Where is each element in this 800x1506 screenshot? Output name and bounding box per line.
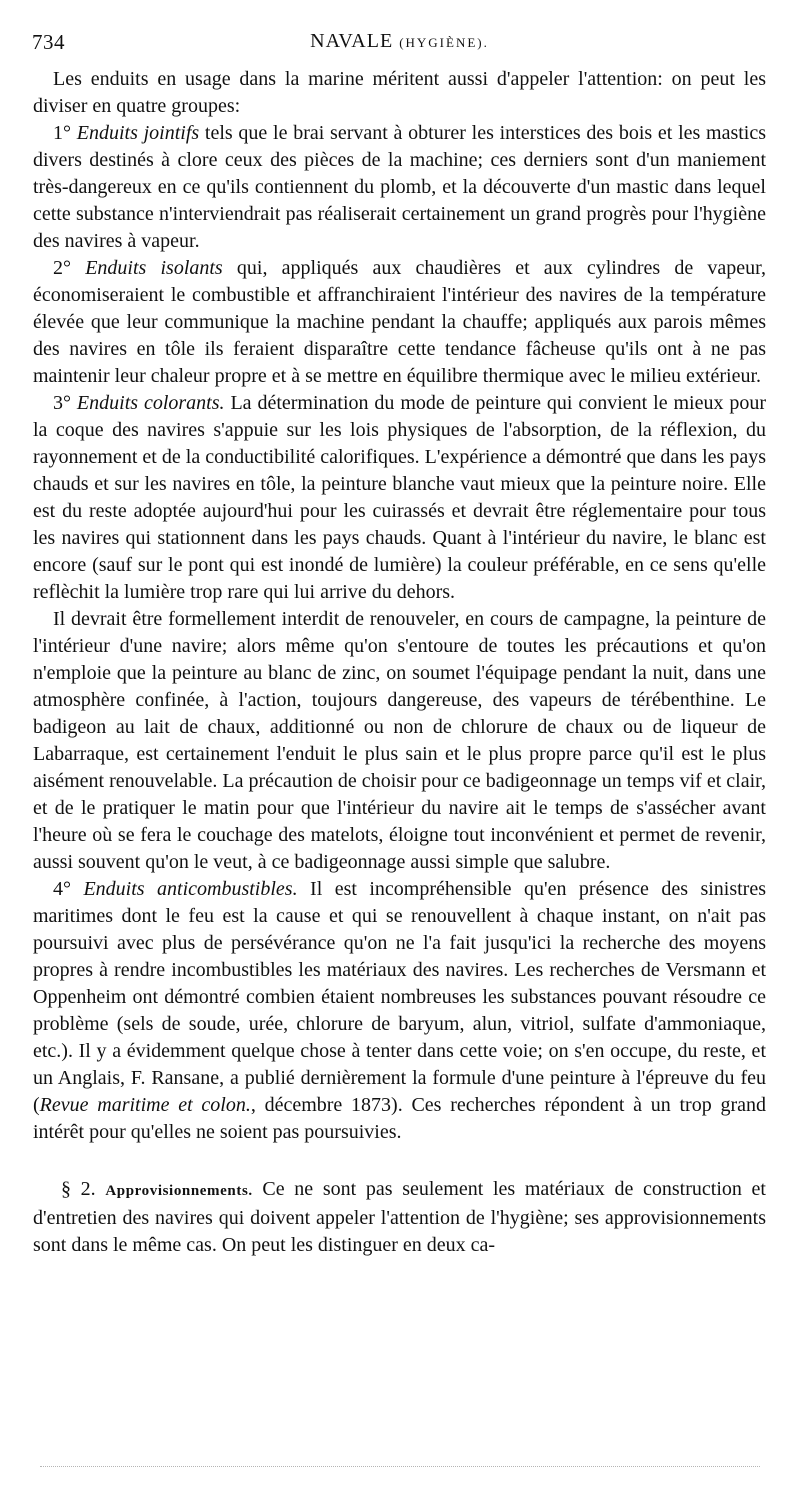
paragraph-enduits-anticombustibles: [33, 876, 766, 1146]
item-text: Il est incompréhensible qu'en présence des sinistres maritimes dont le feu est la cause et qui se renouvellent à chaque instant, on n'ait pas poursuivi avec plus de persévérance qu'on ne l'a fait jusqu'ici la recherche des moyens propres à rendre incombustibles les matériaux des navires. Les recherches de Versmann et Oppenheim ont démontré combien étaient nombreuses les substances pouvant résoudre ce problème (sels de soude, urée, chlorure de baryum, alun, vitriol, sulfate d'ammoniaque, etc.). Il y a évidemment quelque chose à tenter dans cette voie; on s'en occupe, du reste, et un Anglais, F. Ransane, a publié dernièrement la formule d'une peinture à l'épreuve du feu (: [33, 878, 766, 1116]
paragraph-enduits-jointifs: [33, 120, 766, 255]
running-title-sub: (HYGIÈNE).: [399, 35, 489, 50]
paragraph-enduits-isolants: [33, 255, 766, 390]
item-text: tels que le brai servant à obturer les interstices des bois et les mastics divers destinés à clore ceux des pièces de la machine; ces derniers sont d'un maniement très-dangereux en ce qu'ils contiennent du plomb, et la découverte d'un mastic dans lequel cette substance n'interviendrait pas réaliserait certainement un grand progrès pour l'hygiène des navires à vapeur.: [33, 122, 767, 252]
citation: Revue maritime et colon.: [39, 1094, 251, 1116]
running-title: [32, 30, 767, 53]
item-heading: Enduits colorants.: [76, 392, 225, 414]
section-approvisionnements: [33, 1176, 766, 1259]
item-text-end: , décembre 1873). Ces recherches répondent à un trop grand intérêt pour qu'elles ne soient pas poursuivies.: [33, 1094, 766, 1143]
paragraph-peinture-interieur: Il devrait être formellement interdit de renouveler, en cours de campagne, la peinture de l'intérieur d'une navire; alors même qu'on s'entoure de toutes les précautions et qu'on n'emploie que la peinture au blanc de zinc, on soumet l'équipage pendant la nuit, dans une atmosphère confinée, à l'action, toujours dangereuse, des vapeurs de térébenthine. Le badigeon au lait de chaux, additionné ou non de chlorure de chaux ou de liqueur de Labarraque, est certainement l'enduit le plus sain et le plus propre parce qu'il est le plus aisément renouvelable. La précaution de choisir pour ce badigeonnage un temps vif et clair, et de le pratiquer le matin pour que l'intérieur du navire ait le temps de s'assécher avant l'heure où se fera le couchage des matelots, éloigne tout inconvénient et permet de revenir, aussi souvent qu'on le veut, à ce badigeonnage aussi simple que salubre.: [33, 608, 766, 873]
item-heading: Enduits anticombustibles.: [83, 878, 298, 900]
section-title: Approvisionnements.: [105, 1183, 253, 1199]
item-text: La détermination du mode de peinture qui convient le mieux pour la coque des navires s'appuie sur les lois physiques de l'absorption, de la réflexion, du rayonnement et de la conductibilité calorifiques. L'expérience a démontré que dans les pays chauds et sur les navires en tôle, la peinture blanche vaut mieux que la peinture noire. Elle est du reste adoptée aujourd'hui pour les cuirassés et devrait être réglementaire pour tous les navires qui stationnent dans les pays chauds. Quant à l'intérieur du navire, le blanc est encore (sauf sur le pont qui est inondé de lumière) la couleur préférable, en ce sens qu'elle reflèchit la lumière trop rare qui lui arrive du dehors.: [33, 392, 767, 603]
item-number: 4°: [53, 878, 71, 900]
item-number: 1°: [53, 122, 71, 144]
item-number: 2°: [53, 257, 71, 279]
item-text: qui, appliqués aux chaudières et aux cylindres de vapeur, économiseraient le combustible et affranchiraient l'intérieur des navires de la température élevée que leur communique la machine pendant la chauffe; appliqués aux parois mêmes des navires en tôle ils feraient disparaître cette tendance fâcheuse qu'ils ont à ne pas maintenir leur chaleur propre et à se mettre en équilibre thermique avec le milieu extérieur.: [33, 257, 767, 387]
item-heading: Enduits isolants: [85, 257, 223, 279]
running-title-main: NAVALE: [310, 30, 394, 52]
item-heading: Enduits jointifs: [76, 122, 200, 144]
paragraph-enduits-colorants: [33, 390, 766, 606]
page-body: [33, 66, 766, 1259]
paragraph-intro: Les enduits en usage dans la marine méritent aussi d'appeler l'attention: on peut les diviser en quatre groupes:: [33, 68, 766, 117]
page-number: 734: [32, 30, 65, 54]
item-number: 3°: [53, 392, 71, 414]
running-header: [32, 30, 767, 58]
footer-rule: [40, 1466, 760, 1468]
section-number: § 2.: [61, 1178, 96, 1200]
section-text: Ce ne sont pas seulement les matériaux de construction et d'entretien des navires qui doivent appeler l'attention de l'hygiène; ses approvisionnements sont dans le même cas. On peut les distinguer en deux ca-: [33, 1178, 766, 1256]
